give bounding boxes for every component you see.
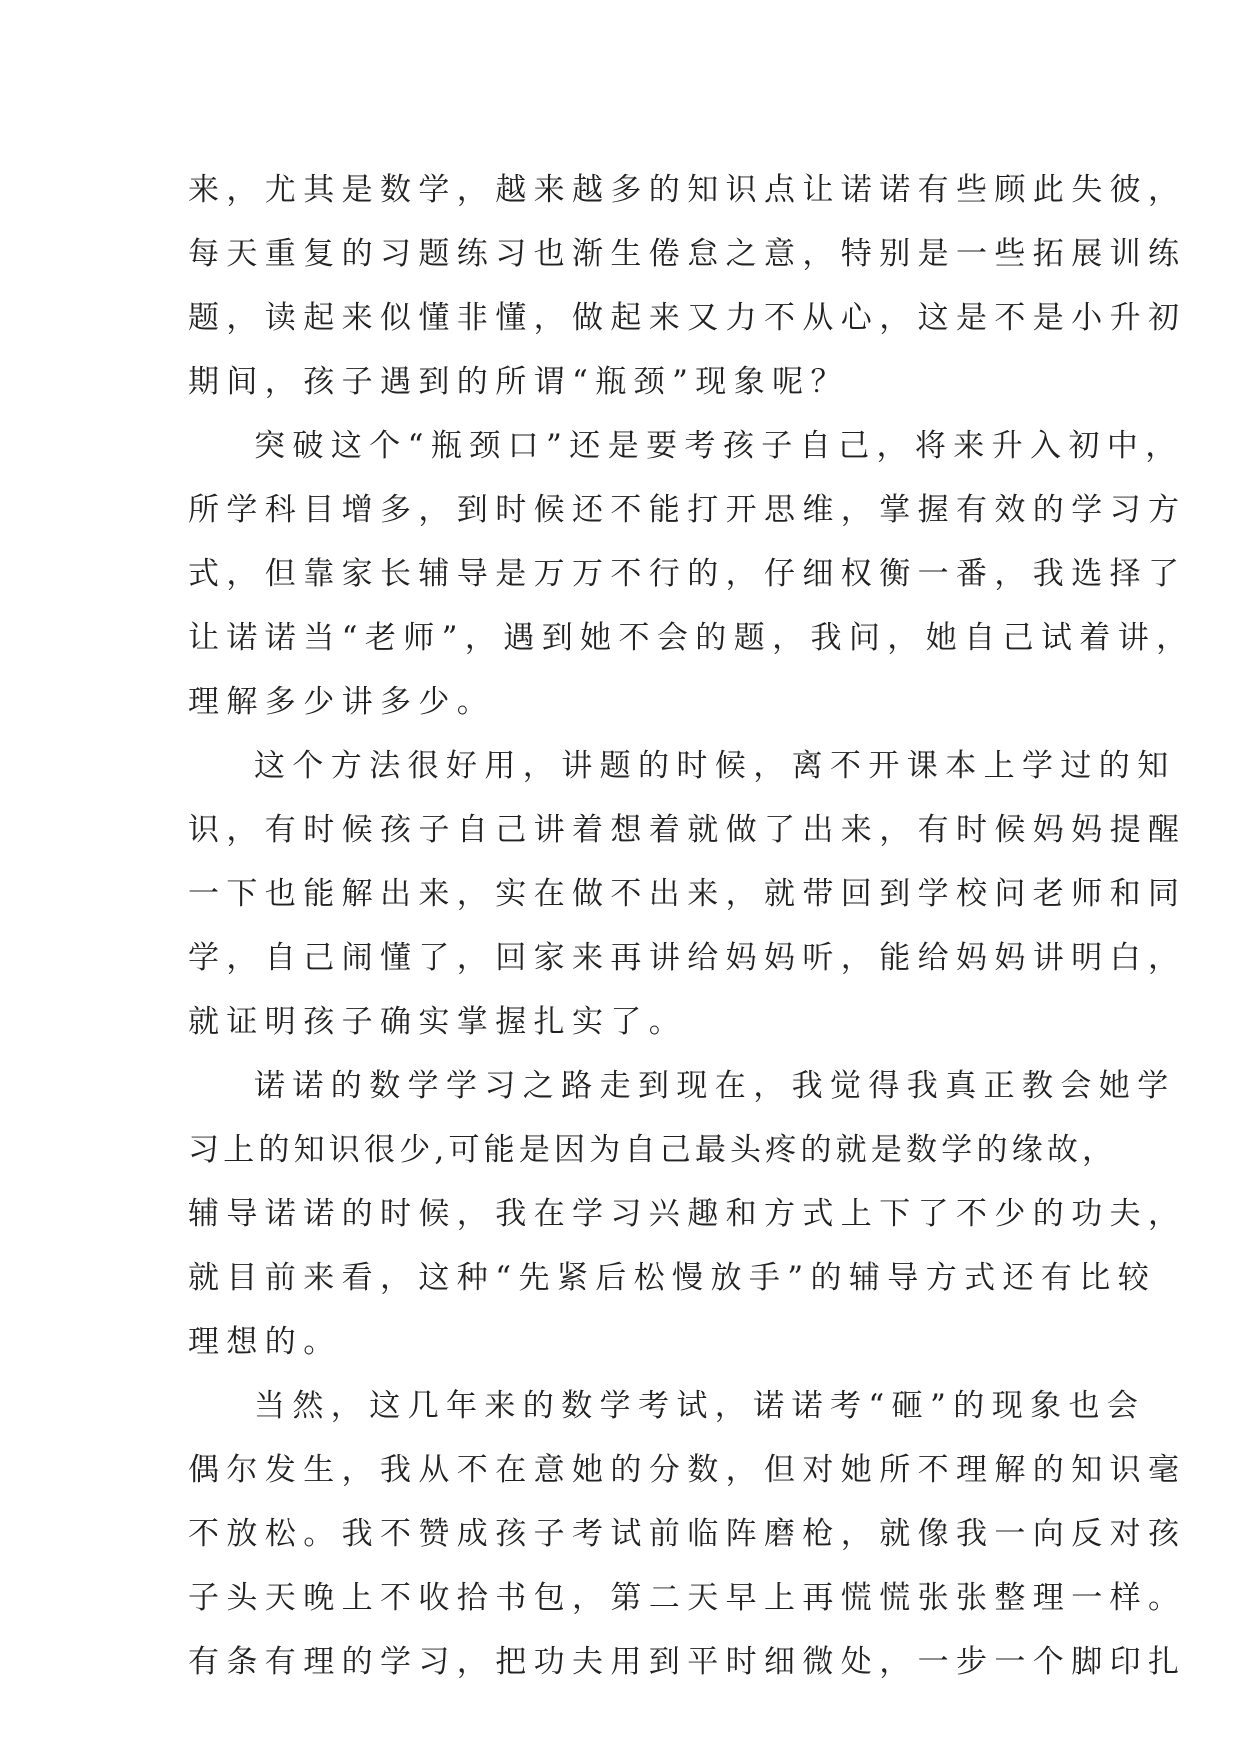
paragraph-first-line: 这个方法很好用，讲题的时候，离不开课本上学过的知 bbox=[254, 748, 1176, 784]
text-line: 就证明孩子确实掌握扎实了。 bbox=[188, 1004, 688, 1040]
text-line: 题，读起来似懂非懂，做起来又力不从心，这是不是小升初 bbox=[188, 300, 1187, 336]
paragraph-first-line: 当然，这几年来的数学考试，诺诺考“砸”的现象也会 bbox=[254, 1388, 1146, 1424]
text-line: 来，尤其是数学，越来越多的知识点让诺诺有些顾此失彼， bbox=[188, 172, 1187, 208]
text-line: 学，自己闹懂了，回家来再讲给妈妈听，能给妈妈讲明白， bbox=[188, 940, 1187, 976]
body-text bbox=[188, 158, 1195, 1694]
text-line: 有条有理的学习，把功夫用到平时细微处，一步一个脚印扎 bbox=[188, 1644, 1187, 1680]
text-line: 每天重复的习题练习也渐生倦怠之意，特别是一些拓展训练 bbox=[188, 236, 1187, 272]
text-line: 子头天晚上不收拾书包，第二天早上再慌慌张张整理一样。 bbox=[188, 1580, 1187, 1616]
text-line: 不放松。我不赞成孩子考试前临阵磨枪，就像我一向反对孩 bbox=[188, 1516, 1187, 1552]
text-line: 就目前来看，这种“先紧后松慢放手”的辅导方式还有比较 bbox=[188, 1260, 1157, 1296]
text-line: 所学科目增多，到时候还不能打开思维，掌握有效的学习方 bbox=[188, 492, 1187, 528]
text-line: 理解多少讲多少。 bbox=[188, 684, 496, 720]
paragraph-first-line: 诺诺的数学学习之路走到现在，我觉得我真正教会她学 bbox=[254, 1068, 1176, 1104]
text-line: 期间，孩子遇到的所谓“瓶颈”现象呢？ bbox=[188, 364, 849, 400]
text-line: 式，但靠家长辅导是万万不行的，仔细权衡一番，我选择了 bbox=[188, 556, 1187, 592]
text-line: 一下也能解出来，实在做不出来，就带回到学校问老师和同 bbox=[188, 876, 1187, 912]
text-line: 辅导诺诺的时候，我在学习兴趣和方式上下了不少的功夫， bbox=[188, 1196, 1187, 1232]
text-line: 让诺诺当“老师”，遇到她不会的题，我问，她自己试着讲， bbox=[188, 620, 1195, 656]
text-line: 习上的知识很少,可能是因为自己最头疼的就是数学的缘故， bbox=[188, 1132, 1118, 1168]
text-line: 识，有时候孩子自己讲着想着就做了出来，有时候妈妈提醒 bbox=[188, 812, 1187, 848]
text-line: 理想的。 bbox=[188, 1324, 342, 1360]
paragraph-first-line: 突破这个“瓶颈口”还是要考孩子自己，将来升入初中， bbox=[254, 428, 1184, 464]
text-line: 偶尔发生，我从不在意她的分数，但对她所不理解的知识毫 bbox=[188, 1452, 1187, 1488]
